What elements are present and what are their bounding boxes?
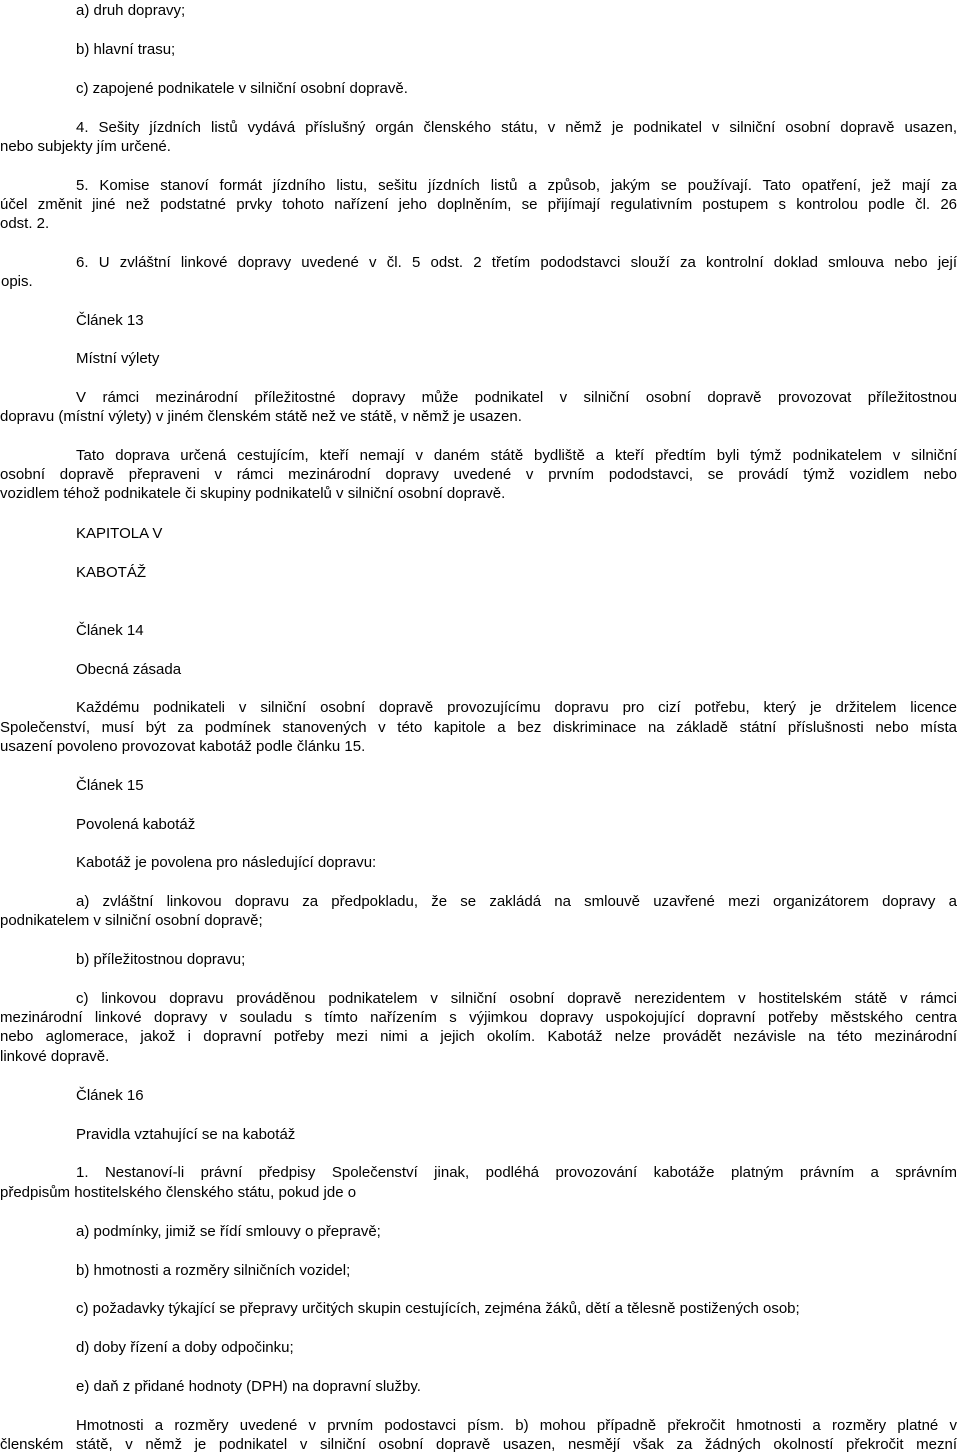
article-heading: Článek 15 [76,777,144,794]
list-item: a) zvláštní linkovou dopravu za předpokladu, že se zakládá na smlouvě uzavřené mezi organizátorem dopravy a [76,893,957,910]
paragraph-line: 6. U zvláštní linkové dopravy uvedené v čl. 5 odst. 2 třetím pododstavci slouží za kontrolní doklad smlouva nebo její [76,254,957,271]
paragraph-line: opis. [1,273,33,290]
paragraph-line: odst. 2. [0,215,50,232]
paragraph-line: Každému podnikateli v silniční osobní dopravě provozujícímu dopravu pro cizí potřebu, který je držitelem licence [76,699,957,716]
list-item: d) doby řízení a doby odpočinku; [76,1339,294,1356]
paragraph-line: 1. Nestanoví-li právní předpisy Společenství jinak, podléhá provozování kabotáže platným právním a správním [76,1164,957,1181]
article-heading: Článek 13 [76,312,144,329]
list-item: b) hmotnosti a rozměry silničních vozidel; [76,1262,351,1279]
paragraph-line: osobní dopravě přepraveni v rámci mezinárodní dopravy uvedené v prvním pododstavci, se provádí týmž vozidlem nebo [0,466,957,483]
list-item: linkové dopravě. [0,1048,110,1065]
paragraph-line: vozidlem téhož podnikatele či skupiny podnikatelů v silniční osobní dopravě. [0,485,506,502]
article-title: Povolená kabotáž [76,816,196,833]
paragraph-line: V rámci mezinárodní příležitostné dopravy může podnikatel v silniční osobní dopravě provozovat příležitostnou [76,389,957,406]
list-item: b) příležitostnou dopravu; [76,951,246,968]
paragraph-line: 4. Sešity jízdních listů vydává příslušný orgán členského státu, v němž je podnikatel v silniční osobní dopravě usazen, [76,119,957,136]
list-item: b) hlavní trasu; [76,41,176,58]
paragraph-line: Společenství, musí být za podmínek stanovených v této kapitole a bez diskriminace na základě státní příslušnosti nebo místa [0,719,957,736]
paragraph-line: usazení povoleno provozovat kabotáž podle článku 15. [0,738,366,755]
list-item: podnikatelem v silniční osobní dopravě; [0,912,263,929]
list-item: e) daň z přidané hodnoty (DPH) na dopravní služby. [76,1378,421,1395]
list-item: c) zapojené podnikatele v silniční osobní dopravě. [76,80,408,97]
list-item: c) linkovou dopravu prováděnou podnikatelem v silniční osobní dopravě nerezidentem v hostitelském státě v rámci [76,990,957,1007]
article-title: Obecná zásada [76,661,182,678]
paragraph-line: dopravu (místní výlety) v jiném členském státě než ve státě, v němž je usazen. [0,408,522,425]
paragraph-line: Hmotnosti a rozměry uvedené v prvním podostavci písm. b) mohou případně překročit hmotnosti a rozměry platné v [76,1417,957,1434]
paragraph-line: Kabotáž je povolena pro následující dopravu: [76,854,377,871]
article-title: Pravidla vztahující se na kabotáž [76,1126,296,1143]
paragraph-line: Tato doprava určená cestujícím, kteří nemají v daném státě bydliště a kteří předtím byli týmž podnikatelem v silniční [76,447,957,464]
list-item: c) požadavky týkající se přepravy určitých skupin cestujících, zejména žáků, dětí a tělesně postižených osob; [76,1300,800,1317]
article-title: Místní výlety [76,350,160,367]
paragraph-line: předpisům hostitelského členského státu, pokud jde o [0,1184,357,1201]
list-item: mezinárodní linkové dopravy v souladu s tímto nařízením s výjimkou dopravy uspokojující dopravní potřeby městského centra [0,1009,957,1026]
list-item: nebo aglomerace, jakož i dopravní potřeby mezi nimi a jejich okolím. Kabotáž nelze provádět nezávisle na této mezinárodní [0,1028,957,1045]
article-heading: Článek 16 [76,1087,144,1104]
paragraph-line: členském státě, v němž je podnikatel v silniční osobní dopravě usazen, nesmějí však za žádných okolností překročit mezní [0,1436,957,1453]
chapter-title: KABOTÁŽ [76,564,147,581]
paragraph-line: nebo subjekty jím určené. [0,138,171,155]
chapter-heading: KAPITOLA V [76,525,163,542]
list-item: a) podmínky, jimiž se řídí smlouvy o přepravě; [76,1223,381,1240]
article-heading: Článek 14 [76,622,144,639]
paragraph-line: účel změnit jiné než podstatné prvky tohoto nařízení jeho doplněním, se přijímají regulativním postupem s kontrolou podle čl. 26 [0,196,957,213]
paragraph-line: 5. Komise stanoví formát jízdního listu, sešitu jízdních listů a způsob, jakým se používají. Tato opatření, jež mají za [76,177,957,194]
list-item: a) druh dopravy; [76,2,186,19]
